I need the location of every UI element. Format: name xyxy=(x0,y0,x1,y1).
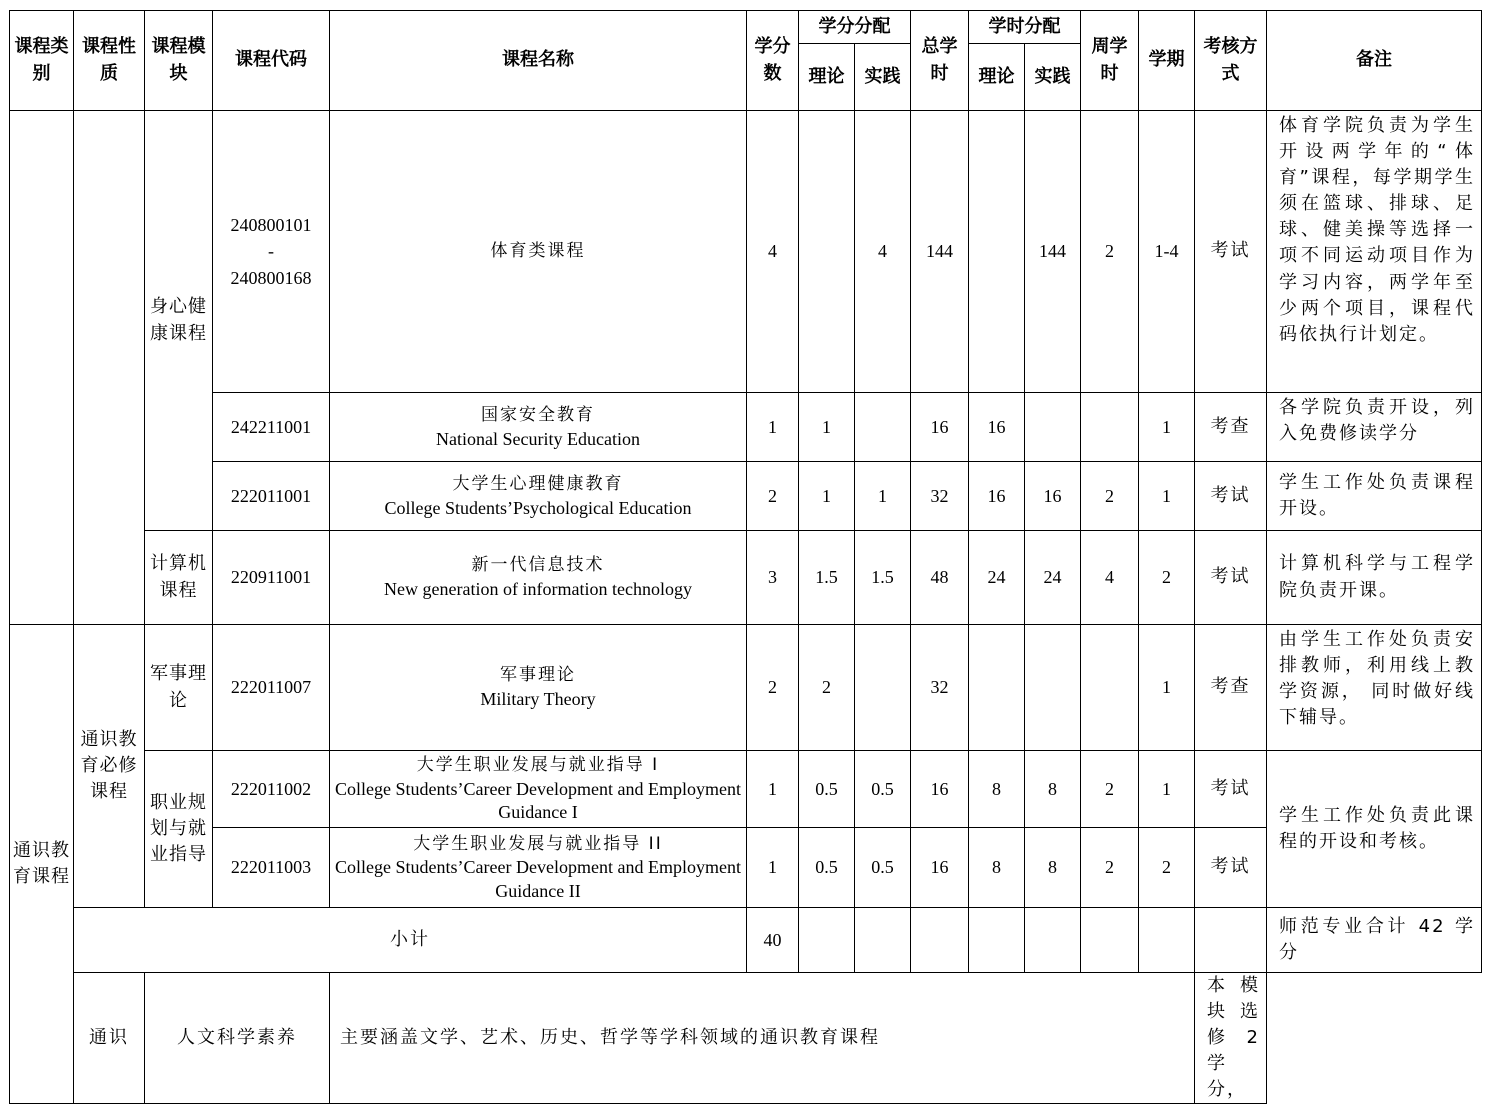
header-category: 课程类别 xyxy=(10,11,74,111)
course-name: 大学生心理健康教育 College Students’Psychological Education xyxy=(330,462,747,531)
hour-theory xyxy=(969,625,1025,751)
table-row xyxy=(10,973,1482,1104)
header-assessment: 考核方式 xyxy=(1195,11,1267,111)
semester: 1-4 xyxy=(1139,111,1195,393)
weekly-hours: 2 xyxy=(1081,462,1139,531)
credit-practice: 1 xyxy=(855,462,911,531)
nature-cell-empty xyxy=(74,111,145,625)
credit-practice xyxy=(855,393,911,462)
elective-description: 主要涵盖文学、艺术、历史、哲学等学科领域的通识教育课程 xyxy=(330,973,1195,1104)
assessment: 考查 xyxy=(1195,625,1267,751)
remark: 计算机科学与工程学院负责开课。 xyxy=(1267,531,1482,625)
credit-practice: 0.5 xyxy=(855,828,911,908)
hour-practice: 144 xyxy=(1025,111,1081,393)
remark-career: 学生工作处负责此课程的开设和考核。 xyxy=(1267,751,1482,908)
total-hours: 16 xyxy=(911,751,969,828)
header-credit-theory: 理论 xyxy=(799,44,855,111)
table-row xyxy=(10,625,1482,751)
course-code: 222011007 xyxy=(213,625,330,751)
header-credit-split: 学分分配 xyxy=(799,11,911,44)
total-hours: 32 xyxy=(911,462,969,531)
assessment: 考试 xyxy=(1195,828,1267,908)
remark: 体育学院负责为学生开设两学年的“体育”课程，每学期学生须在篮球、排球、足球、健美操等选择一项不同运动项目作为学习内容，两学年至少两个项目，课程代码依执行计划定。 xyxy=(1267,111,1482,393)
empty-cell xyxy=(911,908,969,973)
empty-cell xyxy=(799,908,855,973)
subtotal-credits: 40 xyxy=(747,908,799,973)
table-row xyxy=(10,393,1482,462)
course-code: 242211001 xyxy=(213,393,330,462)
module-computer: 计算机课程 xyxy=(145,531,213,625)
assessment: 考试 xyxy=(1195,111,1267,393)
credits: 1 xyxy=(747,393,799,462)
header-semester: 学期 xyxy=(1139,11,1195,111)
credit-practice: 4 xyxy=(855,111,911,393)
category-cell-empty xyxy=(10,111,74,625)
semester: 1 xyxy=(1139,751,1195,828)
subtotal-label: 小计 xyxy=(74,908,747,973)
credit-theory xyxy=(799,111,855,393)
elective-remark: 本模块选修 2 学分， xyxy=(1195,973,1267,1104)
course-name: 新一代信息技术 New generation of information technology xyxy=(330,531,747,625)
weekly-hours xyxy=(1081,625,1139,751)
header-module: 课程模块 xyxy=(145,11,213,111)
empty-cell xyxy=(969,908,1025,973)
course-code: 240800101 - 240800168 xyxy=(213,111,330,393)
semester: 2 xyxy=(1139,531,1195,625)
hour-practice: 8 xyxy=(1025,751,1081,828)
credits: 1 xyxy=(747,828,799,908)
credit-theory: 1 xyxy=(799,462,855,531)
hour-practice: 24 xyxy=(1025,531,1081,625)
category-general: 通识教育课程 xyxy=(10,625,74,1104)
credit-practice xyxy=(855,625,911,751)
header-hour-theory: 理论 xyxy=(969,44,1025,111)
credits: 2 xyxy=(747,462,799,531)
header-hour-practice: 实践 xyxy=(1025,44,1081,111)
elective-nature: 通识 xyxy=(74,973,145,1104)
hour-theory: 24 xyxy=(969,531,1025,625)
hour-practice xyxy=(1025,625,1081,751)
empty-cell xyxy=(1195,908,1267,973)
assessment: 考试 xyxy=(1195,531,1267,625)
credit-theory: 1.5 xyxy=(799,531,855,625)
semester: 1 xyxy=(1139,625,1195,751)
remark: 由学生工作处负责安排教师，利用线上教学资源， 同时做好线下辅导。 xyxy=(1267,625,1482,751)
elective-module: 人文科学素养 xyxy=(145,973,330,1104)
weekly-hours: 2 xyxy=(1081,111,1139,393)
table-row xyxy=(10,531,1482,625)
course-code: 220911001 xyxy=(213,531,330,625)
table-row xyxy=(10,751,1482,828)
hour-theory xyxy=(969,111,1025,393)
credit-theory: 2 xyxy=(799,625,855,751)
assessment: 考试 xyxy=(1195,751,1267,828)
total-hours: 16 xyxy=(911,828,969,908)
weekly-hours xyxy=(1081,393,1139,462)
empty-cell xyxy=(1139,908,1195,973)
total-hours: 32 xyxy=(911,625,969,751)
empty-cell xyxy=(1081,908,1139,973)
course-code: 222011002 xyxy=(213,751,330,828)
module-health: 身心健康课程 xyxy=(145,111,213,531)
hour-practice: 16 xyxy=(1025,462,1081,531)
remark: 学生工作处负责课程开设。 xyxy=(1267,462,1482,531)
semester: 2 xyxy=(1139,828,1195,908)
hour-theory: 8 xyxy=(969,751,1025,828)
curriculum-table xyxy=(9,10,1482,1104)
credits: 1 xyxy=(747,751,799,828)
empty-cell xyxy=(1025,908,1081,973)
course-code: 222011003 xyxy=(213,828,330,908)
credits: 2 xyxy=(747,625,799,751)
subtotal-remark: 师范专业合计 42 学分 xyxy=(1267,908,1482,973)
remark: 各学院负责开设，列入免费修读学分 xyxy=(1267,393,1482,462)
semester: 1 xyxy=(1139,462,1195,531)
header-nature: 课程性质 xyxy=(74,11,145,111)
semester: 1 xyxy=(1139,393,1195,462)
course-code: 222011001 xyxy=(213,462,330,531)
assessment: 考试 xyxy=(1195,462,1267,531)
course-name: 大学生职业发展与就业指导 II College Students’Career Development and Employment Guidance II xyxy=(330,828,747,908)
empty-cell xyxy=(855,908,911,973)
header-weekly-hours: 周学时 xyxy=(1081,11,1139,111)
hour-practice xyxy=(1025,393,1081,462)
credit-theory: 0.5 xyxy=(799,751,855,828)
subtotal-row xyxy=(10,908,1482,973)
table-row xyxy=(10,828,1482,908)
total-hours: 16 xyxy=(911,393,969,462)
course-name: 大学生职业发展与就业指导 I College Students’Career Development and Employment Guidance I xyxy=(330,751,747,828)
header-credit-practice: 实践 xyxy=(855,44,911,111)
hour-practice: 8 xyxy=(1025,828,1081,908)
total-hours: 144 xyxy=(911,111,969,393)
header-name: 课程名称 xyxy=(330,11,747,111)
header-code: 课程代码 xyxy=(213,11,330,111)
credits: 3 xyxy=(747,531,799,625)
credit-practice: 0.5 xyxy=(855,751,911,828)
table-row xyxy=(10,111,1482,393)
weekly-hours: 4 xyxy=(1081,531,1139,625)
weekly-hours: 2 xyxy=(1081,828,1139,908)
table-row xyxy=(10,462,1482,531)
credits: 4 xyxy=(747,111,799,393)
nature-required: 通识教育必修课程 xyxy=(74,625,145,908)
header-hour-split: 学时分配 xyxy=(969,11,1081,44)
hour-theory: 16 xyxy=(969,462,1025,531)
header-total-hours: 总学时 xyxy=(911,11,969,111)
header-remarks: 备注 xyxy=(1267,11,1482,111)
module-military: 军事理论 xyxy=(145,625,213,751)
course-name: 国家安全教育 National Security Education xyxy=(330,393,747,462)
course-name: 军事理论 Military Theory xyxy=(330,625,747,751)
hour-theory: 16 xyxy=(969,393,1025,462)
course-name: 体育类课程 xyxy=(330,111,747,393)
header-credits: 学分数 xyxy=(747,11,799,111)
assessment: 考查 xyxy=(1195,393,1267,462)
credit-practice: 1.5 xyxy=(855,531,911,625)
credit-theory: 0.5 xyxy=(799,828,855,908)
credit-theory: 1 xyxy=(799,393,855,462)
weekly-hours: 2 xyxy=(1081,751,1139,828)
hour-theory: 8 xyxy=(969,828,1025,908)
total-hours: 48 xyxy=(911,531,969,625)
module-career: 职业规划与就业指导 xyxy=(145,751,213,908)
